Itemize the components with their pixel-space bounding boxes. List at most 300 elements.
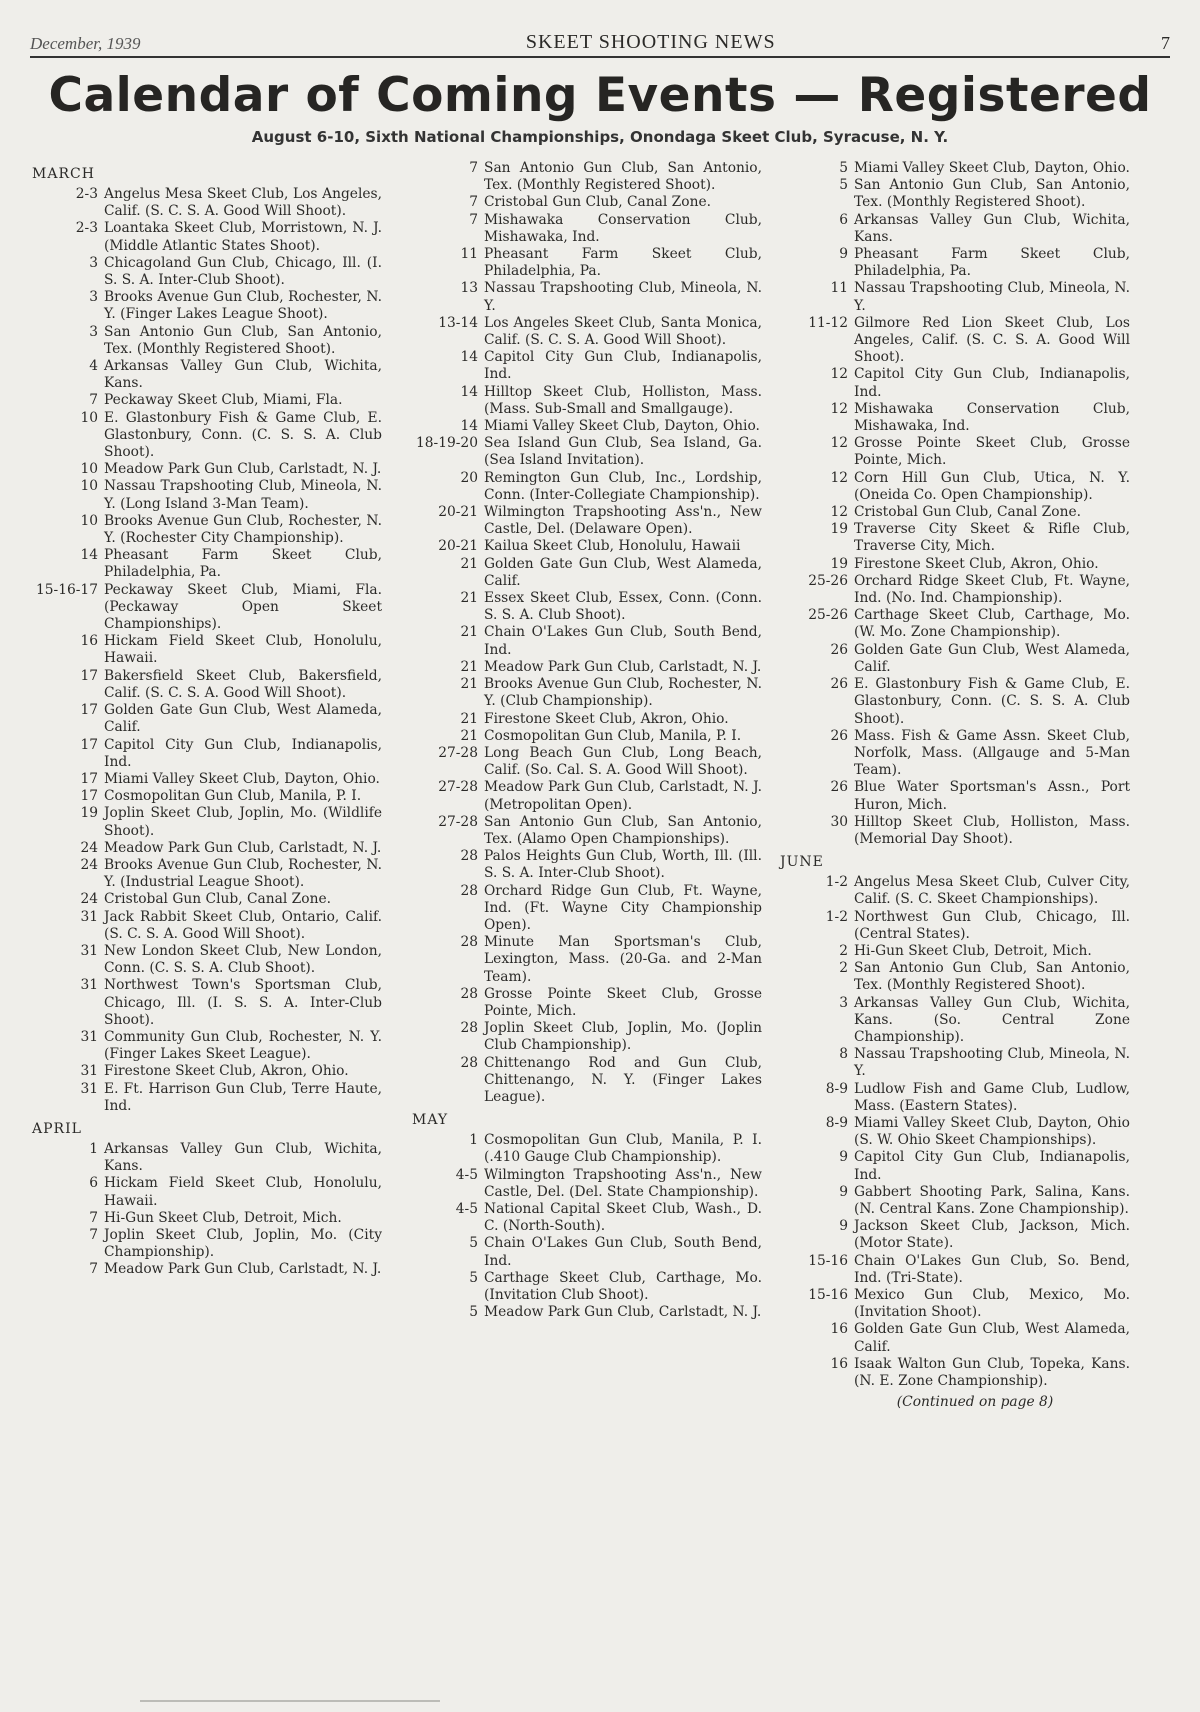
event-description: Cosmopolitan Gun Club, Manila, P. I. (104, 788, 362, 805)
event-description: Meadow Park Gun Club, Carlstadt, N. J. (104, 1261, 382, 1278)
event-description: Community Gun Club, Rochester, N. Y. (Finger Lakes Skeet League). (104, 1028, 382, 1063)
month-heading: APRIL (32, 1120, 82, 1137)
event-entry (780, 366, 1130, 400)
event-entry (32, 702, 382, 736)
event-entry (780, 401, 1130, 435)
event-date: 25-26 (808, 607, 848, 624)
event-entry (780, 280, 1130, 314)
page-subtitle: August 6-10, Sixth National Championships, Onondaga Skeet Club, Syracuse, N. Y. (251, 128, 949, 146)
event-date: 1-2 (825, 874, 848, 891)
event-entry (412, 711, 762, 728)
event-entry (780, 556, 1130, 573)
event-description: Mishawaka Conservation Club, Mishawaka, Ind. (854, 400, 1130, 435)
event-date: 6 (839, 211, 848, 228)
event-description: Cosmopolitan Gun Club, Manila, P. I. (.410 Gauge Club Championship). (484, 1132, 762, 1166)
event-date: 9 (839, 1218, 848, 1235)
event-entry (412, 504, 762, 538)
event-description: Golden Gate Gun Club, West Alameda, Calif. (484, 555, 762, 589)
event-date: 5 (469, 1269, 478, 1286)
event-description: Capitol City Gun Club, Indianapolis, Ind. (484, 349, 762, 383)
event-entry (32, 668, 382, 702)
event-date: 25-26 (808, 572, 848, 589)
event-entry (412, 435, 762, 469)
event-description: Brooks Avenue Gun Club, Rochester, N. Y. (Industrial League Shoot). (104, 856, 382, 891)
event-entry (780, 1081, 1130, 1115)
event-entry (32, 255, 382, 289)
calendar-column-2 (412, 160, 762, 1321)
event-date: 8 (839, 1046, 848, 1063)
event-entry (32, 1029, 382, 1063)
header-rule (30, 56, 1170, 58)
event-entry (780, 1115, 1130, 1149)
event-description: Carthage Skeet Club, Carthage, Mo. (Invitation Club Shoot). (484, 1269, 762, 1303)
event-entry (412, 779, 762, 813)
event-entry (32, 410, 382, 462)
event-description: Meadow Park Gun Club, Carlstadt, N. J. (484, 658, 762, 675)
event-entry (780, 1184, 1130, 1218)
event-entry (780, 160, 1130, 177)
event-description: Wilmington Trapshooting Ass'n., New Castle, Del. (Delaware Open). (484, 504, 762, 538)
event-date: 21 (460, 624, 478, 641)
event-description: San Antonio Gun Club, San Antonio, Tex. (Alamo Open Championships). (484, 813, 762, 847)
event-entry (780, 1287, 1130, 1321)
event-date: 14 (80, 547, 98, 564)
event-description: National Capital Skeet Club, Wash., D. C. (North-South). (484, 1200, 762, 1235)
event-description: Loantaka Skeet Club, Morristown, N. J. (Middle Atlantic States Shoot). (104, 220, 382, 254)
event-date: 15-16 (808, 1252, 848, 1269)
event-date: 2-3 (75, 220, 98, 237)
event-date: 14 (460, 418, 478, 435)
event-entry (780, 960, 1130, 994)
event-entry (32, 547, 382, 581)
event-date: 10 (80, 461, 98, 478)
event-entry (32, 857, 382, 891)
event-description: Gabbert Shooting Park, Salina, Kans. (N. Central Kans. Zone Championship). (854, 1183, 1130, 1217)
event-description: Los Angeles Skeet Club, Santa Monica, Calif. (S. C. S. A. Good Will Shoot). (484, 314, 762, 349)
event-date: 4 (89, 358, 98, 375)
event-description: Capitol City Gun Club, Indianapolis, Ind. (104, 736, 382, 770)
event-date: 15-16-17 (36, 581, 98, 598)
event-entry (32, 289, 382, 323)
event-entry (32, 1175, 382, 1209)
event-entry (412, 349, 762, 383)
event-date: 27-28 (438, 813, 478, 830)
event-description: Arkansas Valley Gun Club, Wichita, Kans. (104, 1140, 382, 1175)
event-description: Northwest Town's Sportsman Club, Chicago, Ill. (I. S. S. A. Inter-Club Shoot). (104, 977, 382, 1028)
event-entry (412, 986, 762, 1020)
event-date: 11-12 (808, 314, 848, 331)
event-entry (412, 1132, 762, 1166)
event-description: Chain O'Lakes Gun Club, South Bend, Ind. (484, 624, 762, 658)
event-description: Firestone Skeet Club, Akron, Ohio. (854, 555, 1099, 572)
event-entry (32, 788, 382, 805)
event-date: 26 (830, 641, 848, 658)
event-date: 28 (460, 1054, 478, 1071)
event-description: Wilmington Trapshooting Ass'n., New Castle, Del. (Del. State Championship). (484, 1166, 762, 1200)
month-heading: MARCH (32, 166, 95, 182)
event-entry (32, 1081, 382, 1115)
event-description: Orchard Ridge Gun Club, Ft. Wayne, Ind. (Ft. Wayne City Championship Open). (484, 882, 762, 933)
event-date: 17 (80, 788, 98, 805)
event-date: 31 (80, 942, 98, 959)
event-entry (780, 814, 1130, 848)
event-date: 2 (839, 942, 848, 959)
event-date: 28 (460, 882, 478, 899)
event-date: 1 (469, 1132, 478, 1149)
event-date: 8-9 (825, 1114, 848, 1131)
event-entry (32, 582, 382, 634)
event-entry (412, 883, 762, 935)
event-date: 24 (80, 891, 98, 908)
event-description: Firestone Skeet Club, Akron, Ohio. (484, 710, 729, 727)
event-description: Chicagoland Gun Club, Chicago, Ill. (I. S. S. A. Inter-Club Shoot). (104, 254, 382, 289)
event-entry (412, 1167, 762, 1201)
event-description: Jack Rabbit Skeet Club, Ontario, Calif. (S. C. S. A. Good Will Shoot). (104, 908, 382, 942)
event-date: 10 (80, 512, 98, 529)
event-entry (780, 246, 1130, 280)
event-description: Cristobal Gun Club, Canal Zone. (484, 194, 712, 211)
event-date: 3 (839, 994, 848, 1011)
event-description: Joplin Skeet Club, Joplin, Mo. (City Championship). (104, 1226, 382, 1261)
event-date: 1 (89, 1140, 98, 1157)
event-entry (412, 1304, 762, 1321)
event-entry (32, 324, 382, 358)
event-date: 9 (839, 1183, 848, 1200)
event-description: Hi-Gun Skeet Club, Detroit, Mich. (854, 942, 1092, 959)
event-date: 19 (830, 555, 848, 572)
event-date: 21 (460, 658, 478, 675)
event-entry (412, 1270, 762, 1304)
event-date: 28 (460, 934, 478, 951)
event-description: Nassau Trapshooting Club, Mineola, N. Y. (854, 1046, 1130, 1080)
event-entry (32, 737, 382, 771)
event-entry (32, 840, 382, 857)
event-description: Hilltop Skeet Club, Holliston, Mass. (Mass. Sub-Small and Smallgauge). (484, 383, 762, 417)
event-date: 24 (80, 839, 98, 856)
event-date: 26 (830, 727, 848, 744)
event-date: 3 (89, 323, 98, 340)
continued-note: (Continued on page 8) (896, 1394, 1054, 1411)
event-entry (780, 1149, 1130, 1183)
event-date: 2 (839, 960, 848, 977)
event-date: 13 (460, 280, 478, 297)
event-description: Miami Valley Skeet Club, Dayton, Ohio. (484, 418, 760, 435)
event-date: 31 (80, 908, 98, 925)
event-entry (412, 315, 762, 349)
page-title: Calendar of Coming Events — Registered (48, 68, 1152, 123)
event-entry (780, 642, 1130, 676)
event-description: Northwest Gun Club, Chicago, Ill. (Central States). (854, 908, 1130, 942)
running-head (30, 24, 1170, 54)
event-entry (412, 556, 762, 590)
event-description: Arkansas Valley Gun Club, Wichita, Kans. (104, 358, 382, 392)
event-date: 10 (80, 478, 98, 495)
event-date: 5 (469, 1235, 478, 1252)
event-entry (412, 418, 762, 435)
event-date: 21 (460, 590, 478, 607)
event-description: Peckaway Skeet Club, Miami, Fla. (Peckaway Open Skeet Championships). (104, 581, 382, 633)
event-description: Hickam Field Skeet Club, Honolulu, Hawaii. (104, 1175, 382, 1209)
event-date: 5 (469, 1304, 478, 1321)
event-entry (780, 995, 1130, 1047)
event-entry (412, 814, 762, 848)
calendar-column-1 (32, 160, 382, 1279)
event-date: 21 (460, 727, 478, 744)
event-description: Pheasant Farm Skeet Club, Philadelphia, Pa. (104, 547, 382, 581)
event-description: Blue Water Sportsman's Assn., Port Huron, Mich. (854, 779, 1130, 813)
event-description: Isaak Walton Gun Club, Topeka, Kans. (N. E. Zone Championship). (854, 1355, 1130, 1390)
event-date: 16 (80, 633, 98, 650)
event-description: San Antonio Gun Club, San Antonio, Tex. (Monthly Registered Shoot). (104, 323, 382, 357)
event-description: Traverse City Skeet & Rifle Club, Traverse City, Mich. (854, 521, 1130, 555)
event-description: Brooks Avenue Gun Club, Rochester, N. Y. (Finger Lakes League Shoot). (104, 289, 382, 323)
event-description: Nassau Trapshooting Club, Mineola, N. Y. (484, 280, 762, 314)
event-date: 17 (80, 770, 98, 787)
event-description: Pheasant Farm Skeet Club, Philadelphia, Pa. (854, 246, 1130, 280)
event-entry (412, 470, 762, 504)
event-entry (780, 943, 1130, 960)
event-date: 11 (830, 280, 848, 297)
event-description: Long Beach Gun Club, Long Beach, Calif. (So. Cal. S. A. Good Will Shoot). (484, 744, 762, 779)
event-entry (780, 1321, 1130, 1355)
event-description: E. Glastonbury Fish & Game Club, E. Glastonbury, Conn. (C. S. S. A. Club Shoot). (104, 409, 382, 461)
calendar-column-3 (780, 160, 1130, 1410)
event-description: San Antonio Gun Club, San Antonio, Tex. (Monthly Registered Shoot). (484, 160, 762, 194)
event-date: 7 (89, 1226, 98, 1243)
month-heading: MAY (412, 1112, 449, 1129)
event-entry (780, 212, 1130, 246)
event-date: 28 (460, 985, 478, 1002)
event-entry (780, 728, 1130, 780)
event-description: Hickam Field Skeet Club, Honolulu, Hawaii. (104, 633, 382, 667)
event-entry (780, 470, 1130, 504)
event-entry (412, 194, 762, 211)
event-description: Brooks Avenue Gun Club, Rochester, N. Y. (Rochester City Championship). (104, 512, 382, 547)
event-date: 17 (80, 736, 98, 753)
event-description: Remington Gun Club, Inc., Lordship, Conn. (Inter-Collegiate Championship). (484, 469, 762, 503)
event-entry (780, 435, 1130, 469)
event-entry (412, 934, 762, 986)
event-description: Golden Gate Gun Club, West Alameda, Calif. (854, 641, 1130, 675)
event-date: 31 (80, 1063, 98, 1080)
page-number: 7 (1160, 33, 1170, 53)
event-date: 20-21 (438, 538, 478, 555)
event-entry (412, 538, 762, 555)
event-date: 31 (80, 1080, 98, 1097)
event-description: Golden Gate Gun Club, West Alameda, Calif. (854, 1321, 1130, 1355)
event-date: 12 (830, 366, 848, 383)
event-entry (32, 1210, 382, 1227)
event-entry (780, 1356, 1130, 1390)
event-date: 20-21 (438, 504, 478, 521)
event-entry (780, 607, 1130, 641)
event-entry (412, 659, 762, 676)
event-date: 21 (460, 710, 478, 727)
event-entry (32, 771, 382, 788)
event-date: 12 (830, 435, 848, 452)
event-entry (780, 1253, 1130, 1287)
event-date: 9 (839, 1149, 848, 1166)
event-entry (32, 943, 382, 977)
event-date: 10 (80, 409, 98, 426)
event-date: 14 (460, 349, 478, 366)
event-entry (412, 848, 762, 882)
event-date: 11 (460, 246, 478, 263)
event-description: Capitol City Gun Club, Indianapolis, Ind. (854, 1149, 1130, 1183)
event-description: Firestone Skeet Club, Akron, Ohio. (104, 1063, 349, 1080)
event-entry (32, 478, 382, 512)
event-entry (32, 186, 382, 220)
event-description: Mishawaka Conservation Club, Mishawaka, Ind. (484, 211, 762, 245)
event-description: Chain O'Lakes Gun Club, So. Bend, Ind. (Tri-State). (854, 1252, 1130, 1286)
event-entry (412, 624, 762, 658)
event-date: 28 (460, 848, 478, 865)
event-entry (412, 1235, 762, 1269)
event-description: E. Glastonbury Fish & Game Club, E. Glastonbury, Conn. (C. S. S. A. Club Shoot). (854, 676, 1130, 727)
event-date: 5 (839, 177, 848, 194)
event-entry (32, 891, 382, 908)
event-description: Jackson Skeet Club, Jackson, Mich. (Motor State). (854, 1218, 1130, 1252)
event-description: Capitol City Gun Club, Indianapolis, Ind. (854, 366, 1130, 400)
event-description: Grosse Pointe Skeet Club, Grosse Pointe, Mich. (484, 985, 762, 1019)
event-date: 13-14 (438, 314, 478, 331)
event-entry (780, 521, 1130, 555)
event-description: Kailua Skeet Club, Honolulu, Hawaii (484, 538, 741, 555)
event-description: Miami Valley Skeet Club, Dayton, Ohio. (854, 160, 1130, 176)
event-description: Hilltop Skeet Club, Holliston, Mass. (Memorial Day Shoot). (854, 813, 1130, 847)
event-date: 8-9 (825, 1080, 848, 1097)
event-description: Joplin Skeet Club, Joplin, Mo. (Joplin Club Championship). (484, 1020, 762, 1054)
event-description: Carthage Skeet Club, Carthage, Mo. (W. Mo. Zone Championship). (854, 607, 1130, 641)
event-date: 3 (89, 289, 98, 306)
event-date: 9 (839, 246, 848, 263)
event-description: Orchard Ridge Skeet Club, Ft. Wayne, Ind. (No. Ind. Championship). (854, 572, 1130, 607)
event-date: 12 (830, 469, 848, 486)
event-description: Arkansas Valley Gun Club, Wichita, Kans. (854, 211, 1130, 245)
event-date: 19 (80, 805, 98, 822)
event-date: 16 (830, 1355, 848, 1372)
event-description: Nassau Trapshooting Club, Mineola, N. Y. (854, 280, 1130, 314)
event-description: Peckaway Skeet Club, Miami, Fla. (104, 392, 343, 409)
event-date: 31 (80, 977, 98, 994)
event-date: 2-3 (75, 186, 98, 202)
event-description: Hi-Gun Skeet Club, Detroit, Mich. (104, 1209, 342, 1226)
event-entry (32, 1261, 382, 1278)
event-description: Meadow Park Gun Club, Carlstadt, N. J. (104, 461, 382, 478)
event-description: Nassau Trapshooting Club, Mineola, N. Y. (Long Island 3-Man Team). (104, 478, 382, 512)
event-date: 21 (460, 676, 478, 693)
event-entry (780, 779, 1130, 813)
event-description: E. Ft. Harrison Gun Club, Terre Haute, Ind. (104, 1080, 382, 1114)
event-entry (412, 246, 762, 280)
event-date: 6 (89, 1175, 98, 1192)
event-description: Miami Valley Skeet Club, Dayton, Ohio. (104, 770, 380, 787)
event-entry (780, 874, 1130, 908)
event-date: 16 (830, 1321, 848, 1338)
event-date: 12 (830, 504, 848, 521)
event-description: San Antonio Gun Club, San Antonio, Tex. (Monthly Registered Shoot). (854, 960, 1130, 994)
event-entry (412, 728, 762, 745)
event-date: 5 (839, 160, 848, 176)
event-entry (780, 676, 1130, 728)
event-description: Ludlow Fish and Game Club, Ludlow, Mass. (Eastern States). (854, 1080, 1130, 1114)
event-description: Miami Valley Skeet Club, Dayton, Ohio (S. W. Ohio Skeet Championships). (854, 1114, 1130, 1149)
event-description: Gilmore Red Lion Skeet Club, Los Angeles, Calif. (S. C. S. A. Good Will Shoot). (854, 314, 1130, 366)
event-description: New London Skeet Club, New London, Conn. (C. S. S. A. Club Shoot). (104, 942, 382, 977)
publication-name: SKEET SHOOTING NEWS (525, 31, 776, 53)
event-date: 17 (80, 702, 98, 719)
event-description: Meadow Park Gun Club, Carlstadt, N. J. (484, 1304, 762, 1321)
event-date: 7 (89, 392, 98, 409)
event-entry (32, 1063, 382, 1080)
event-description: Minute Man Sportsman's Club, Lexington, Mass. (20-Ga. and 2-Man Team). (484, 934, 762, 985)
event-entry (412, 280, 762, 314)
event-date: 15-16 (808, 1287, 848, 1303)
event-entry (412, 1020, 762, 1054)
event-date: 28 (460, 1020, 478, 1037)
event-description: Sea Island Gun Club, Sea Island, Ga. (Sea Island Invitation). (484, 435, 762, 469)
event-entry (32, 909, 382, 943)
event-entry (780, 1218, 1130, 1252)
event-description: Brooks Avenue Gun Club, Rochester, N. Y. (Club Championship). (484, 676, 762, 710)
event-description: Essex Skeet Club, Essex, Conn. (Conn. S. S. A. Club Shoot). (484, 590, 762, 624)
event-date: 19 (830, 521, 848, 538)
event-entry (412, 160, 762, 194)
event-entry (32, 977, 382, 1029)
event-date: 17 (80, 667, 98, 684)
event-date: 4-5 (455, 1200, 478, 1217)
event-date: 1-2 (825, 908, 848, 925)
event-entry (412, 384, 762, 418)
event-entry (32, 461, 382, 478)
event-entry (32, 1141, 382, 1175)
event-date: 14 (460, 383, 478, 400)
event-description: Cosmopolitan Gun Club, Manila, P. I. (484, 727, 742, 744)
event-date: 27-28 (438, 744, 478, 761)
event-date: 21 (460, 555, 478, 572)
event-date: 7 (469, 211, 478, 228)
month-heading: JUNE (780, 854, 824, 871)
event-description: Meadow Park Gun Club, Carlstadt, N. J. (104, 839, 382, 856)
event-date: 24 (80, 856, 98, 873)
event-description: Angelus Mesa Skeet Club, Los Angeles, Calif. (S. C. S. A. Good Will Shoot). (104, 186, 382, 220)
event-date: 7 (89, 1209, 98, 1226)
event-entry (32, 513, 382, 547)
event-date: 26 (830, 676, 848, 693)
event-description: Pheasant Farm Skeet Club, Philadelphia, Pa. (484, 246, 762, 280)
event-description: Cristobal Gun Club, Canal Zone. (854, 504, 1082, 521)
event-description: Meadow Park Gun Club, Carlstadt, N. J. (Metropolitan Open). (484, 779, 762, 813)
event-date: 27-28 (438, 779, 478, 796)
bottom-rule (140, 1700, 440, 1702)
event-description: Joplin Skeet Club, Joplin, Mo. (Wildlife Shoot). (104, 805, 382, 839)
event-entry (32, 220, 382, 254)
event-description: Mexico Gun Club, Mexico, Mo. (Invitation Shoot). (854, 1287, 1130, 1321)
event-entry (780, 909, 1130, 943)
event-description: Chittenango Rod and Gun Club, Chittenango, N. Y. (Finger Lakes League). (484, 1054, 762, 1105)
event-description: Palos Heights Gun Club, Worth, Ill. (Ill. S. S. A. Inter-Club Shoot). (484, 848, 762, 882)
event-date: 26 (830, 779, 848, 796)
event-date: 12 (830, 400, 848, 417)
event-description: Chain O'Lakes Gun Club, South Bend, Ind. (484, 1235, 762, 1269)
event-entry (412, 1201, 762, 1235)
event-entry (780, 177, 1130, 211)
event-date: 7 (469, 160, 478, 176)
event-entry (412, 676, 762, 710)
event-entry (780, 573, 1130, 607)
event-description: Mass. Fish & Game Assn. Skeet Club, Norfolk, Mass. (Allgauge and 5-Man Team). (854, 727, 1130, 779)
event-date: 4-5 (455, 1166, 478, 1183)
